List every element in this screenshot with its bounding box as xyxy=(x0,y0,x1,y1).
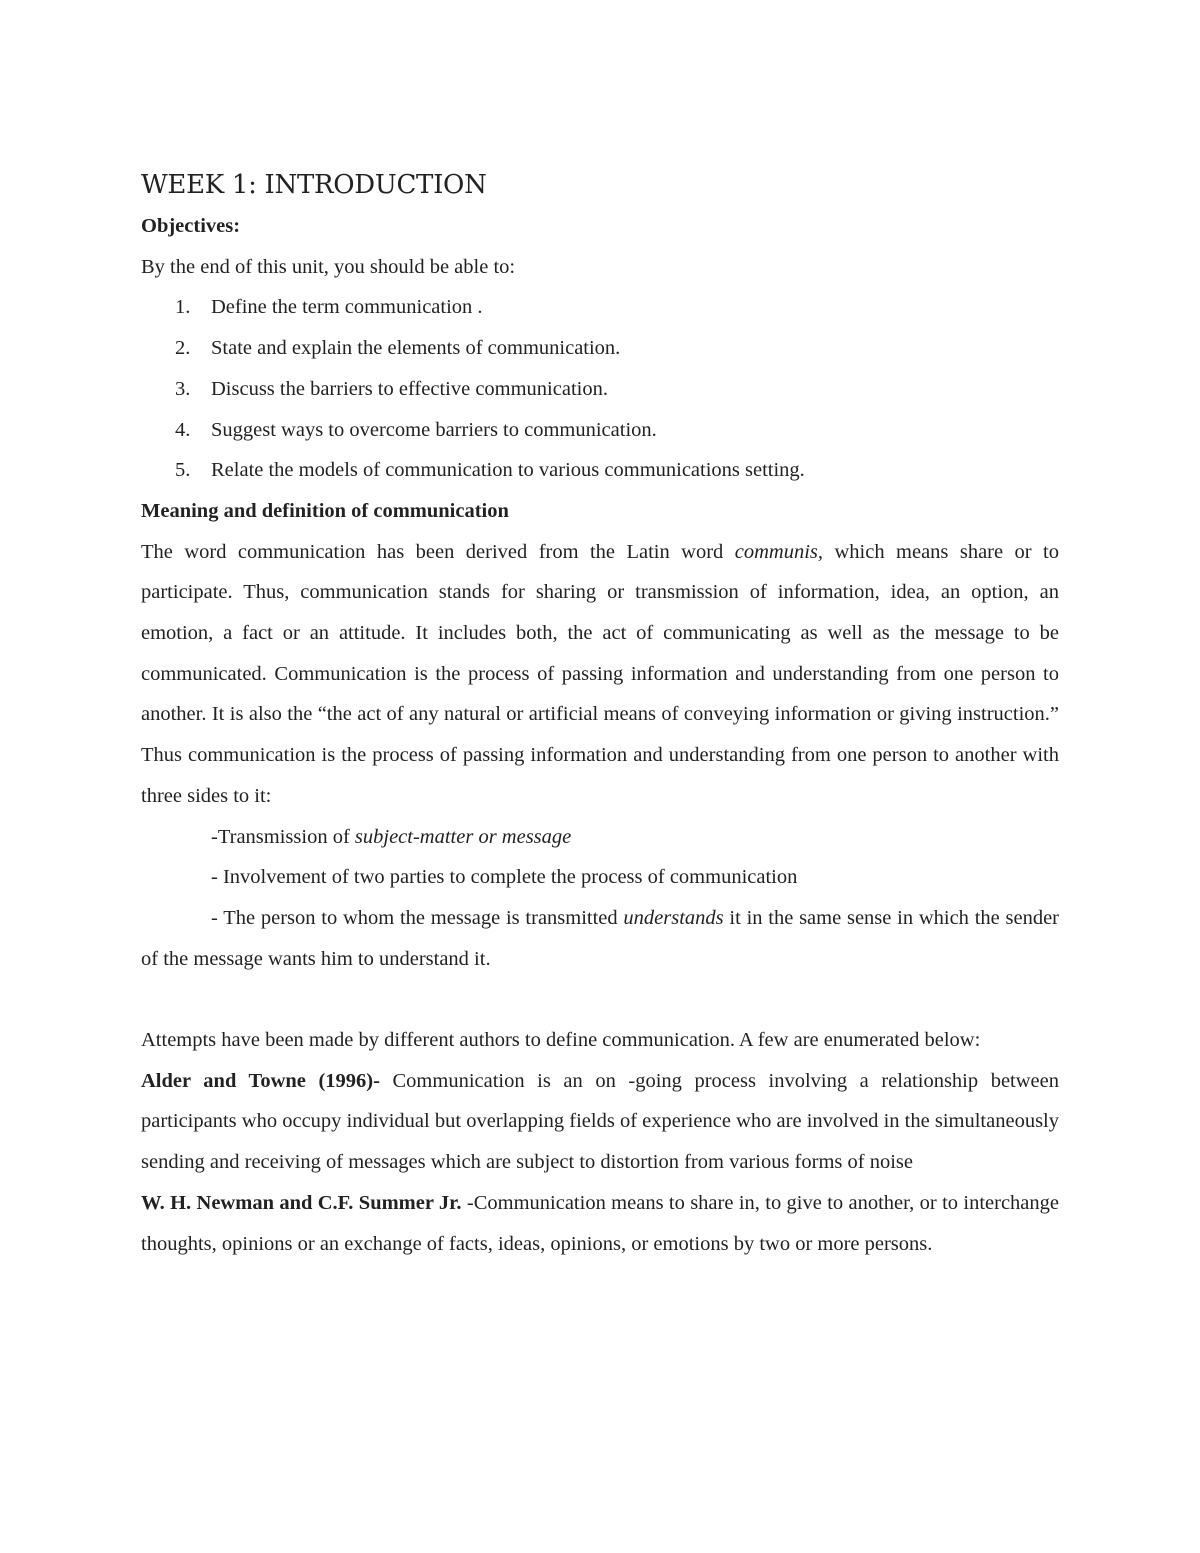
authors-intro-paragraph: Attempts have been made by different authors to define communication. A few are enumerated below: xyxy=(141,1029,981,1052)
list-item xyxy=(141,450,1059,491)
list-item xyxy=(141,369,1059,410)
side-emphasis: understands xyxy=(623,906,724,929)
list-number: 1. xyxy=(175,296,191,319)
definition-paragraph xyxy=(141,532,1059,817)
side-text: - The person to whom the message is transmitted xyxy=(211,906,624,929)
section-heading: Meaning and definition of communication xyxy=(141,499,509,522)
list-number: 3. xyxy=(175,377,191,400)
list-text: Discuss the barriers to effective communication. xyxy=(211,377,608,400)
list-text: State and explain the elements of communication. xyxy=(211,337,621,360)
list-text: Relate the models of communication to various communications setting. xyxy=(211,459,805,482)
side-emphasis: subject-matter or message xyxy=(354,825,572,848)
author-name: Alder and Towne (1996)- xyxy=(141,1069,380,1092)
list-number: 5. xyxy=(175,459,191,482)
definition-text: -Communication means to share in, to give to another, or to interchange thoughts, opinions or an exchange of facts, ideas, opinions, or emotions by two or more persons. xyxy=(141,1191,1059,1255)
side-text: -Transmission of xyxy=(211,825,355,848)
list-item xyxy=(141,328,1059,369)
author-name: W. H. Newman and C.F. Summer Jr. xyxy=(141,1191,462,1214)
page-title: WEEK 1: INTRODUCTION xyxy=(141,170,487,200)
list-number: 2. xyxy=(175,337,191,360)
objectives-heading: Objectives: xyxy=(141,215,241,237)
definition-entry xyxy=(141,1183,1059,1264)
list-text: Suggest ways to overcome barriers to communication. xyxy=(211,418,657,441)
side-item xyxy=(141,898,1059,979)
document-page xyxy=(141,164,1059,1264)
paragraph-text: The word communication has been derived from the Latin word xyxy=(141,540,735,563)
list-text: Define the term communication . xyxy=(211,296,483,319)
list-item xyxy=(141,287,1059,328)
definition-text: Communication is an on -going process involving a relationship between participants who occupy individual but overlapping fields of experience who are involved in the simultaneously sending and receiving of messages which are subject to distortion from various forms of noise xyxy=(141,1069,1059,1174)
list-item xyxy=(141,410,1059,451)
objectives-intro: By the end of this unit, you should be able to: xyxy=(141,255,516,278)
side-text: it in the same sense in which the sender of the message wants him to understand it. xyxy=(141,906,1059,970)
side-item: - Involvement of two parties to complete the process of communication xyxy=(211,866,798,889)
list-number: 4. xyxy=(175,418,191,441)
latin-term: communis, xyxy=(734,540,824,563)
paragraph-text: which means share or to participate. Thus, communication stands for sharing or transmission of information, idea, an option, an emotion, a fact or an attitude. It includes both, the act of communicating as well as the message to be communicated. Communication is the process of passing information and understanding from one person to another. It is also the “the act of any natural or artificial means of conveying information or giving instruction.” Thus communication is the process of passing information and understanding from one person to another with three sides to it: xyxy=(141,540,1059,807)
objectives-list xyxy=(141,287,1059,491)
definition-entry xyxy=(141,1061,1059,1183)
side-item xyxy=(141,817,1059,858)
paragraph-gap xyxy=(141,979,1059,1020)
